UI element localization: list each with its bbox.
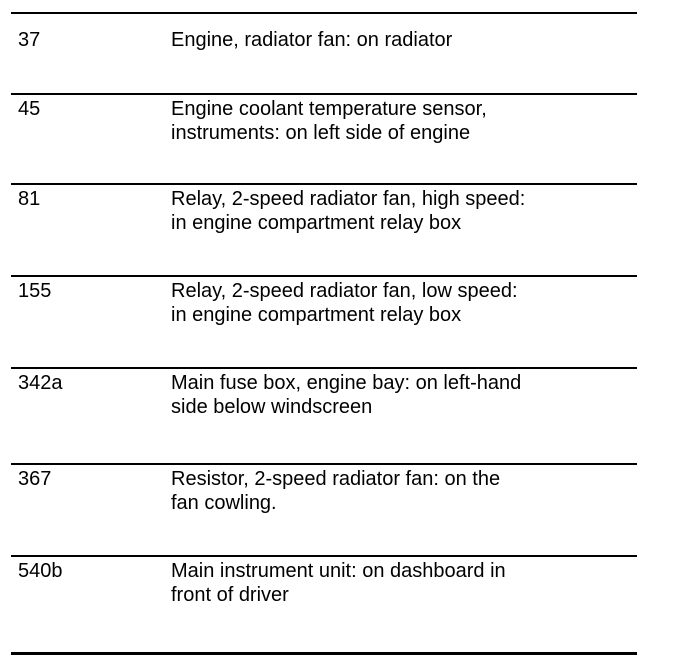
component-description	[171, 371, 641, 419]
component-description	[171, 279, 641, 327]
bottom-divider	[11, 652, 637, 655]
description-line: fan cowling.	[171, 492, 277, 514]
component-code: 540b	[18, 560, 63, 582]
table-row	[11, 463, 637, 514]
component-code: 155	[18, 280, 52, 302]
table-row	[11, 367, 637, 418]
description-line: Main instrument unit: on dashboard in	[171, 560, 506, 582]
description-line: instruments: on left side of engine	[171, 122, 471, 144]
component-description	[171, 559, 641, 607]
component-code: 367	[18, 468, 52, 490]
table-row	[11, 93, 637, 144]
description-line: front of driver	[171, 584, 289, 606]
description-line: side below windscreen	[171, 396, 373, 418]
component-code: 81	[18, 188, 41, 210]
component-description	[171, 187, 641, 235]
table-row	[11, 183, 637, 234]
component-description	[171, 97, 641, 145]
description-line: Engine coolant temperature sensor,	[171, 98, 487, 120]
table-row	[11, 555, 637, 606]
description-line: in engine compartment relay box	[171, 304, 462, 326]
description-line: Relay, 2-speed radiator fan, high speed:	[171, 188, 526, 210]
component-description	[171, 28, 641, 52]
table-row	[11, 12, 637, 51]
component-description	[171, 467, 641, 515]
description-line: in engine compartment relay box	[171, 212, 462, 234]
description-line: Resistor, 2-speed radiator fan: on the	[171, 468, 501, 490]
component-code: 45	[18, 98, 41, 120]
description-line: Main fuse box, engine bay: on left-hand	[171, 372, 522, 394]
table-row	[11, 275, 637, 326]
description-line: Relay, 2-speed radiator fan, low speed:	[171, 280, 518, 302]
description-line: Engine, radiator fan: on radiator	[171, 29, 453, 51]
component-code: 342a	[18, 372, 63, 394]
component-code: 37	[18, 29, 41, 51]
